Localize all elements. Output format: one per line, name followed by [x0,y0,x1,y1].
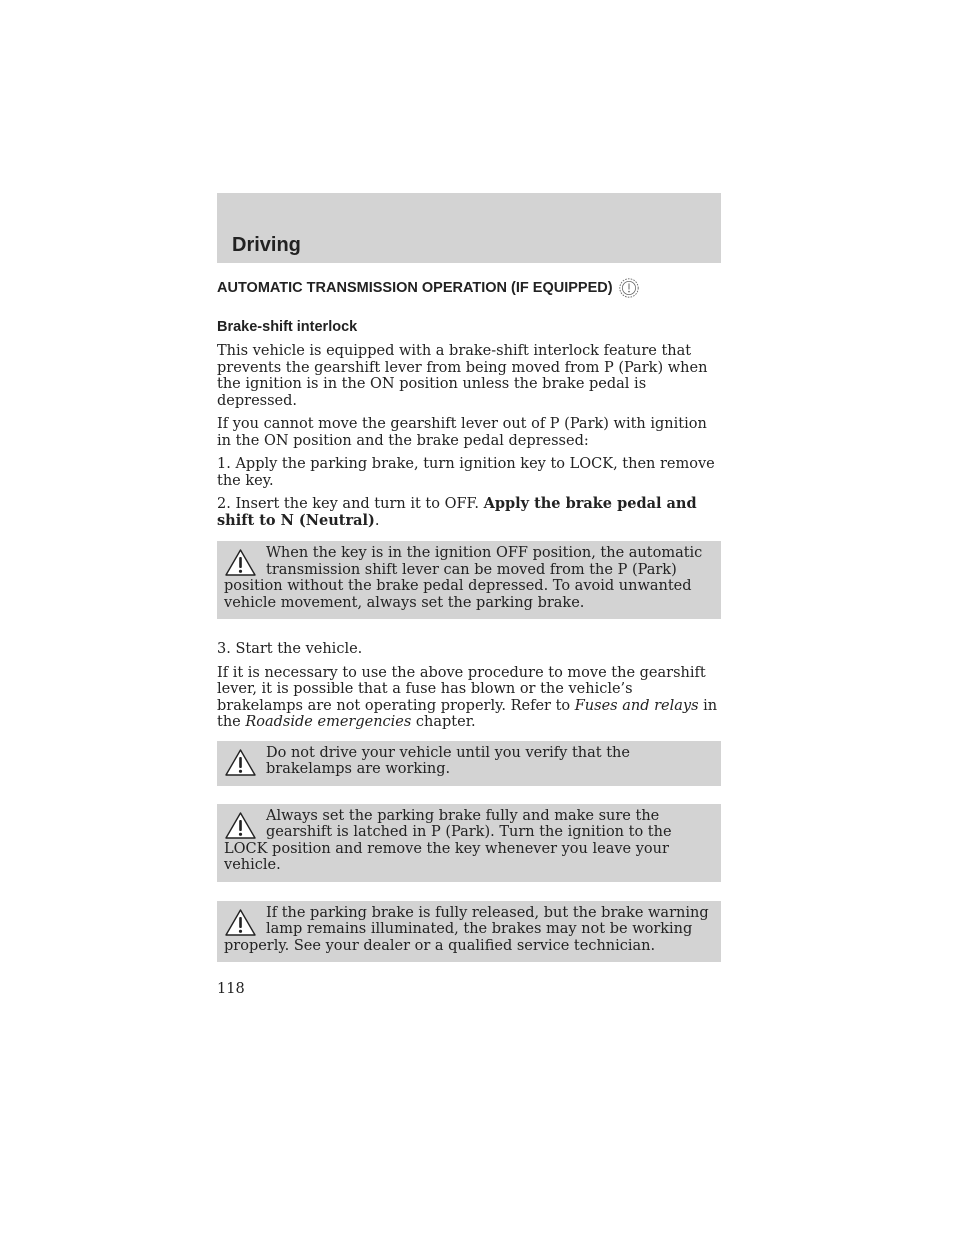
warning-triangle-icon [224,548,257,578]
warning-triangle-icon [224,811,257,841]
fuse-note-text-a: If it is necessary to use the above procedure to move the gearshift lever, it is possible that a fuse has blown or the vehicle’s brakelamps are not operating properly. Refer to [217,664,706,714]
page-number: 118 [217,981,245,997]
fuse-note-text-c: chapter. [411,714,476,730]
warning-text: When the key is in the ignition OFF position, the automatic transmission shift lever can be moved from the P (Park) position without the brake pedal depressed. To avoid unwanted vehicle movement, always set the parking brake. [224,545,703,611]
warning-triangle-icon [224,748,257,778]
warning-text: If the parking brake is fully released, but the brake warning lamp remains illuminated, the brakes may not be working properly. See your dealer or a qualified service technician. [224,904,709,954]
step-2-end: . [374,512,380,529]
chapter-header-band [217,193,721,263]
fuses-reference: Fuses and relays [574,697,699,714]
warning-text: Always set the parking brake fully and make sure the gearshift is latched in P (Park). Turn the ignition to the LOCK position and remove the key whenever you leave your vehicle. [224,807,672,873]
warning-box [217,804,721,882]
section-heading [217,277,721,299]
fuse-note-text-b: in the [217,697,718,730]
paragraph-condition: If you cannot move the gearshift lever out of P (Park) with ignition in the ON position and the brake pedal depressed: [217,416,707,449]
step-2-text: 2. Insert the key and turn it to OFF. [217,496,484,512]
page-content [217,277,721,974]
warning-box [217,541,721,619]
chapter-title: Driving [232,234,301,256]
section-title: AUTOMATIC TRANSMISSION OPERATION (IF EQUIPPED) [217,280,613,296]
warning-triangle-icon [224,908,257,938]
paragraph-fuse-note [217,665,721,731]
step-2-emphasis: Apply the brake pedal and shift to N (Neutral) [217,495,697,529]
gear-icon [618,277,640,299]
chapter-reference: Roadside emergencies [245,714,412,730]
paragraph-intro: This vehicle is equipped with a brake-shift interlock feature that prevents the gearshift lever from being moved from P (Park) when the ignition is in the ON position unless the brake pedal is depressed. [217,343,708,409]
step-2 [217,496,721,529]
subsection-heading: Brake-shift interlock [217,319,358,335]
warning-box [217,901,721,963]
step-1: 1. Apply the parking brake, turn ignition key to LOCK, then remove the key. [217,456,715,489]
warning-text: Do not drive your vehicle until you verify that the brakelamps are working. [266,744,630,777]
step-3: 3. Start the vehicle. [217,641,363,657]
warning-box [217,741,721,786]
